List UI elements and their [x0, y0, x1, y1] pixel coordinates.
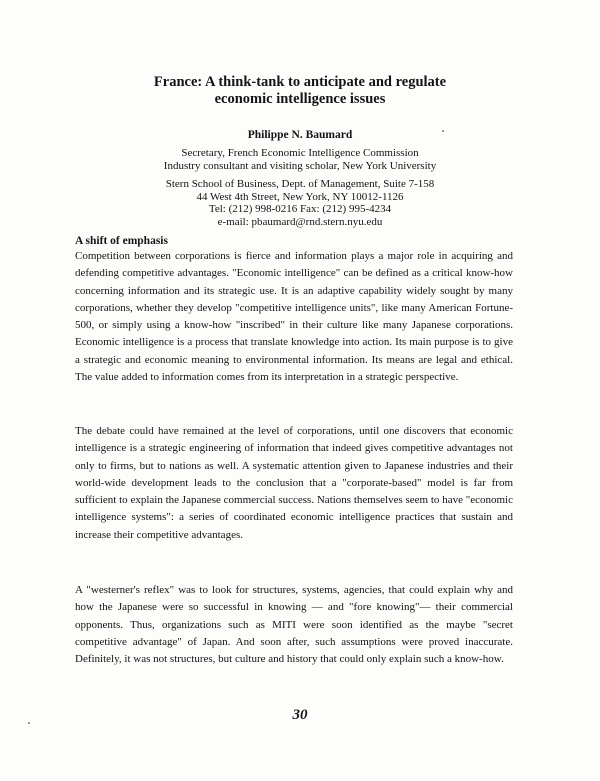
scan-speck: [28, 722, 30, 724]
address-phone-fax: Tel: (212) 998-0216 Fax: (212) 995-4234: [208, 203, 392, 215]
title-line-2: economic intelligence issues: [214, 91, 386, 107]
affiliation-line-1: Secretary, French Economic Intelligence Commission: [181, 147, 419, 159]
page-number: 30: [292, 707, 308, 723]
address-line-1: Stern School of Business, Dept. of Management, Suite 7-158: [165, 178, 435, 190]
title-line-1: France: A think-tank to anticipate and regulate: [153, 74, 447, 90]
address-email: e-mail: pbaumard@rnd.stern.nyu.edu: [217, 215, 383, 228]
paragraph-3: A "westerner's reflex" was to look for structures, systems, agencies, that could explain why and how the Japanese were so successful in knowing — and "fore knowing"— their commercial opponents. Thus, organizations such as MITI were soon identified as the maybe "secret competitive advantage" of Japan. And soon after, such assumptions were proved inaccurate. Definitely, it was not structures, but culture and history that could only explain such a know-how.: [75, 584, 513, 666]
affiliation-line-2: Industry consultant and visiting scholar, New York University: [163, 159, 437, 172]
author-affiliation: [80, 147, 520, 172]
author-address: [80, 178, 520, 228]
author-name: Philippe N. Baumard: [247, 129, 353, 141]
scan-speck: [442, 130, 444, 132]
address-line-2: 44 West 4th Street, New York, NY 10012-1126: [196, 190, 404, 203]
paragraph-2: The debate could have remained at the level of corporations, until one discovers that economic intelligence is a strategic engineering of information that indeed gives competitive advantages not only to firms, but to nations as well. A systematic attention given to Japanese industries and their world-wide development leads to the conclusion that a "corporate-based" model is far from sufficient to explain the Japanese commercial success. Nations themselves seem to have "economic intelligence systems": a series of coordinated economic intelligence practices that sustain and increase their competitive advantages.: [75, 425, 513, 541]
section-heading: A shift of emphasis: [75, 235, 168, 247]
paper-title: [80, 74, 520, 108]
paragraph-1: Competition between corporations is fierce and information plays a major role in acquiring and defending competitive advantages. "Economic intelligence" can be defined as a critical know-how concerning information and its strategic use. It is an adaptive capability widely sought by many corporations, whether they develop "competitive intelligence units", like many American Fortune-500, or simply using a know-how "inscribed" in their culture like many Japanese corporations. Economic intelligence is a process that translate knowledge into action. Its main purpose is to give a strategic and economic meaning to environmental information. Its means are legal and ethical. The value added to information comes from its interpretation in a strategic perspective.: [75, 250, 513, 384]
